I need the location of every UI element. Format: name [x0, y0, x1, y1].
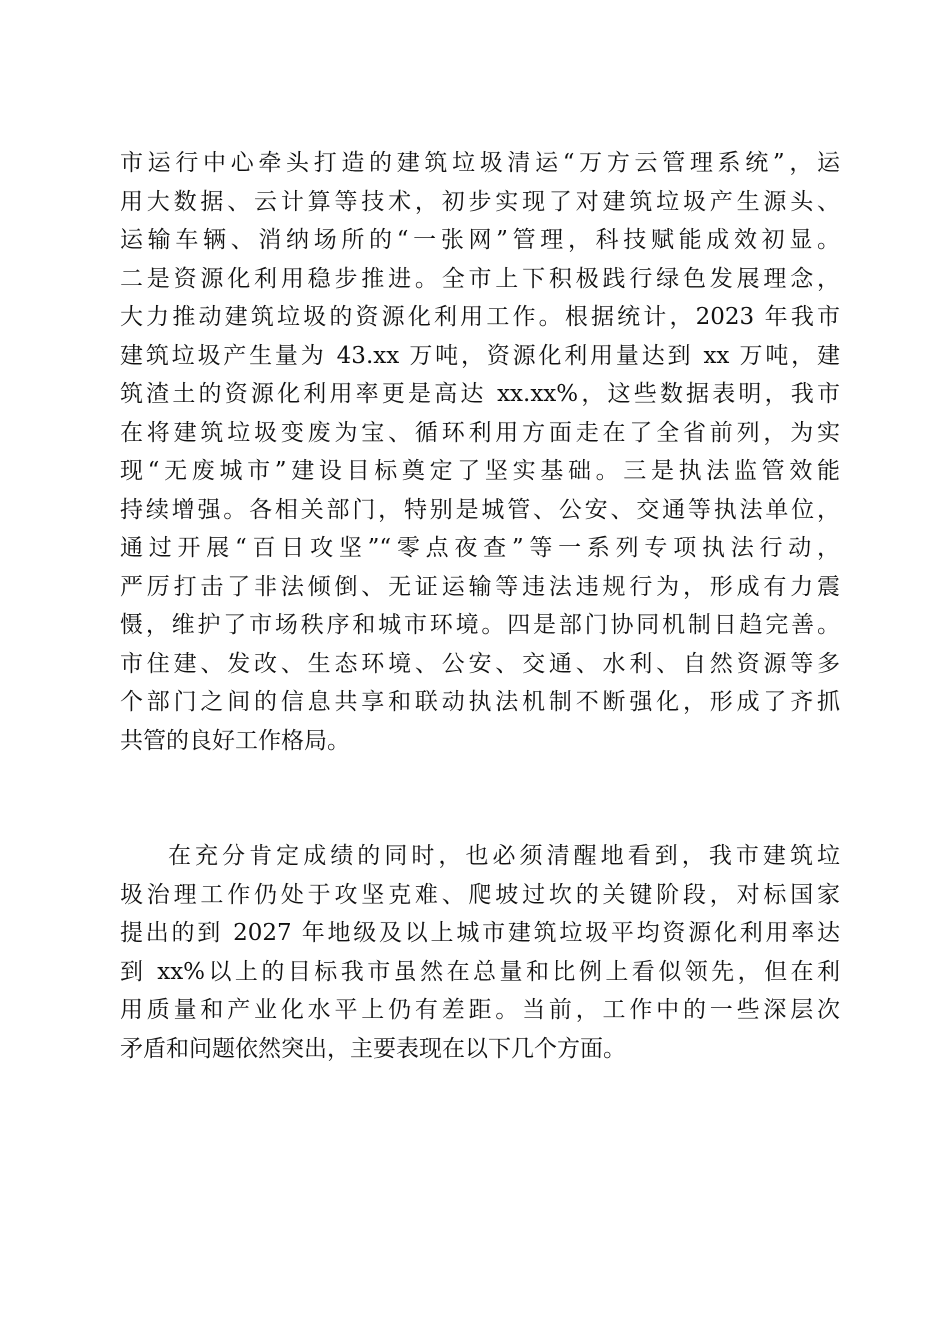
- text-line: 大力推动建筑垃圾的资源化利用工作。根据统计，2023 年我市: [120, 304, 840, 330]
- text-line: 建筑垃圾产生量为 43.xx 万吨，资源化利用量达到 xx 万吨，建: [120, 342, 840, 369]
- text-line: 运输车辆、消纳场所的“一张网”管理，科技赋能成效初显。: [120, 227, 840, 253]
- paragraph-problems-intro: [120, 837, 840, 1068]
- text-line: 现“无废城市”建设目标奠定了坚实基础。三是执法监管效能: [120, 458, 840, 484]
- text-line: 通过开展“百日攻坚”“零点夜查”等一系列专项执法行动，: [120, 535, 840, 561]
- text-line: 矛盾和问题依然突出，主要表现在以下几个方面。: [120, 1035, 626, 1062]
- paragraph-achievements: [120, 144, 840, 760]
- text-line: 在将建筑垃圾变废为宝、循环利用方面走在了全省前列，为实: [120, 419, 840, 446]
- text-line: 持续增强。各相关部门，特别是城管、公安、交通等执法单位，: [120, 496, 840, 523]
- text-line: 圾治理工作仍处于攻坚克难、爬坡过坎的关键阶段，对标国家: [120, 881, 840, 908]
- text-line: 市住建、发改、生态环境、公安、交通、水利、自然资源等多: [120, 650, 840, 677]
- text-line: 用质量和产业化水平上仍有差距。当前，工作中的一些深层次: [120, 997, 840, 1023]
- text-line: 二是资源化利用稳步推进。全市上下积极践行绿色发展理念，: [120, 265, 840, 292]
- text-line: 慑，维护了市场秩序和城市环境。四是部门协同机制日趋完善。: [120, 612, 840, 638]
- text-line: 市运行中心牵头打造的建筑垃圾清运“万方云管理系统”，运: [120, 150, 840, 176]
- text-line: 筑渣土的资源化利用率更是高达 xx.xx%，这些数据表明，我市: [120, 381, 840, 407]
- text-line: 个部门之间的信息共享和联动执法机制不断强化，形成了齐抓: [120, 689, 840, 715]
- text-line: 到 xx%以上的目标我市虽然在总量和比例上看似领先，但在利: [120, 958, 840, 985]
- text-line: 用大数据、云计算等技术，初步实现了对建筑垃圾产生源头、: [120, 188, 840, 215]
- text-line: 提出的到 2027 年地级及以上城市建筑垃圾平均资源化利用率达: [120, 920, 840, 946]
- text-line: 共管的良好工作格局。: [120, 727, 350, 754]
- text-line: 在充分肯定成绩的同时，也必须清醒地看到，我市建筑垃: [168, 843, 840, 869]
- text-line: 严厉打击了非法倾倒、无证运输等违法违规行为，形成有力震: [120, 573, 840, 600]
